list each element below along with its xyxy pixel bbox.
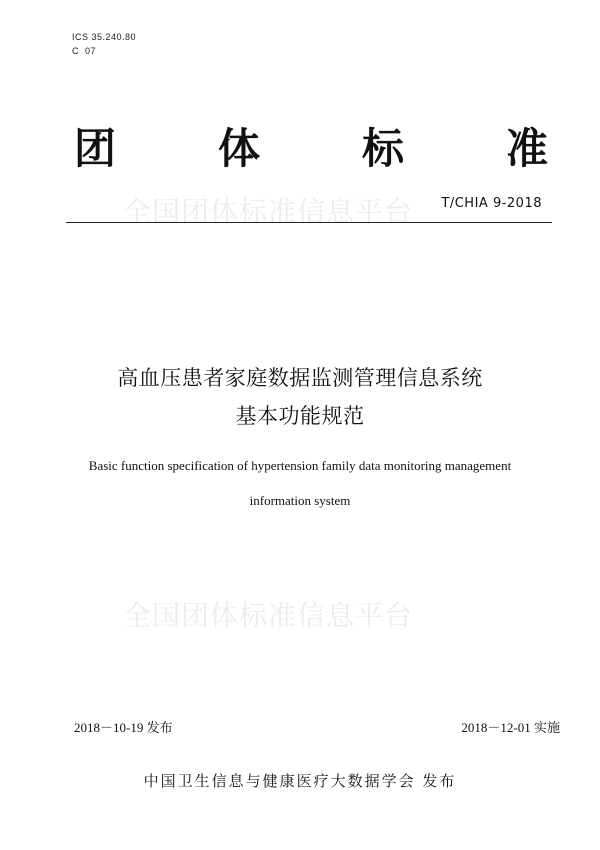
publisher: 中国卫生信息与健康医疗大数据学会 发布 [143, 772, 457, 790]
header-divider [66, 222, 552, 223]
implementation-date: 2018－12-01 实施 [461, 720, 560, 735]
title-char-2: 体 [217, 124, 260, 173]
document-type-title [74, 124, 548, 174]
english-title-line-1: Basic function specification of hypertension family data monitoring management [88, 458, 512, 473]
english-title-line-2: information system [249, 493, 351, 508]
title-char-4: 准 [505, 124, 548, 173]
ccs-code: C 07 [72, 46, 97, 56]
classification-codes [72, 30, 136, 58]
watermark-top: 全国团体标准信息平台 [123, 195, 414, 228]
title-char-1: 团 [74, 124, 117, 173]
watermark-bottom: 全国团体标准信息平台 [123, 599, 414, 632]
chinese-title-line-1: 高血压患者家庭数据监测管理信息系统 [117, 366, 483, 390]
ics-code: ICS 35.240.80 [72, 32, 137, 42]
issue-date: 2018－10-19 发布 [74, 720, 173, 735]
title-char-3: 标 [361, 124, 404, 173]
standard-number: T/CHIA 9-2018 [441, 196, 542, 211]
chinese-title-line-2: 基本功能规范 [235, 404, 365, 428]
